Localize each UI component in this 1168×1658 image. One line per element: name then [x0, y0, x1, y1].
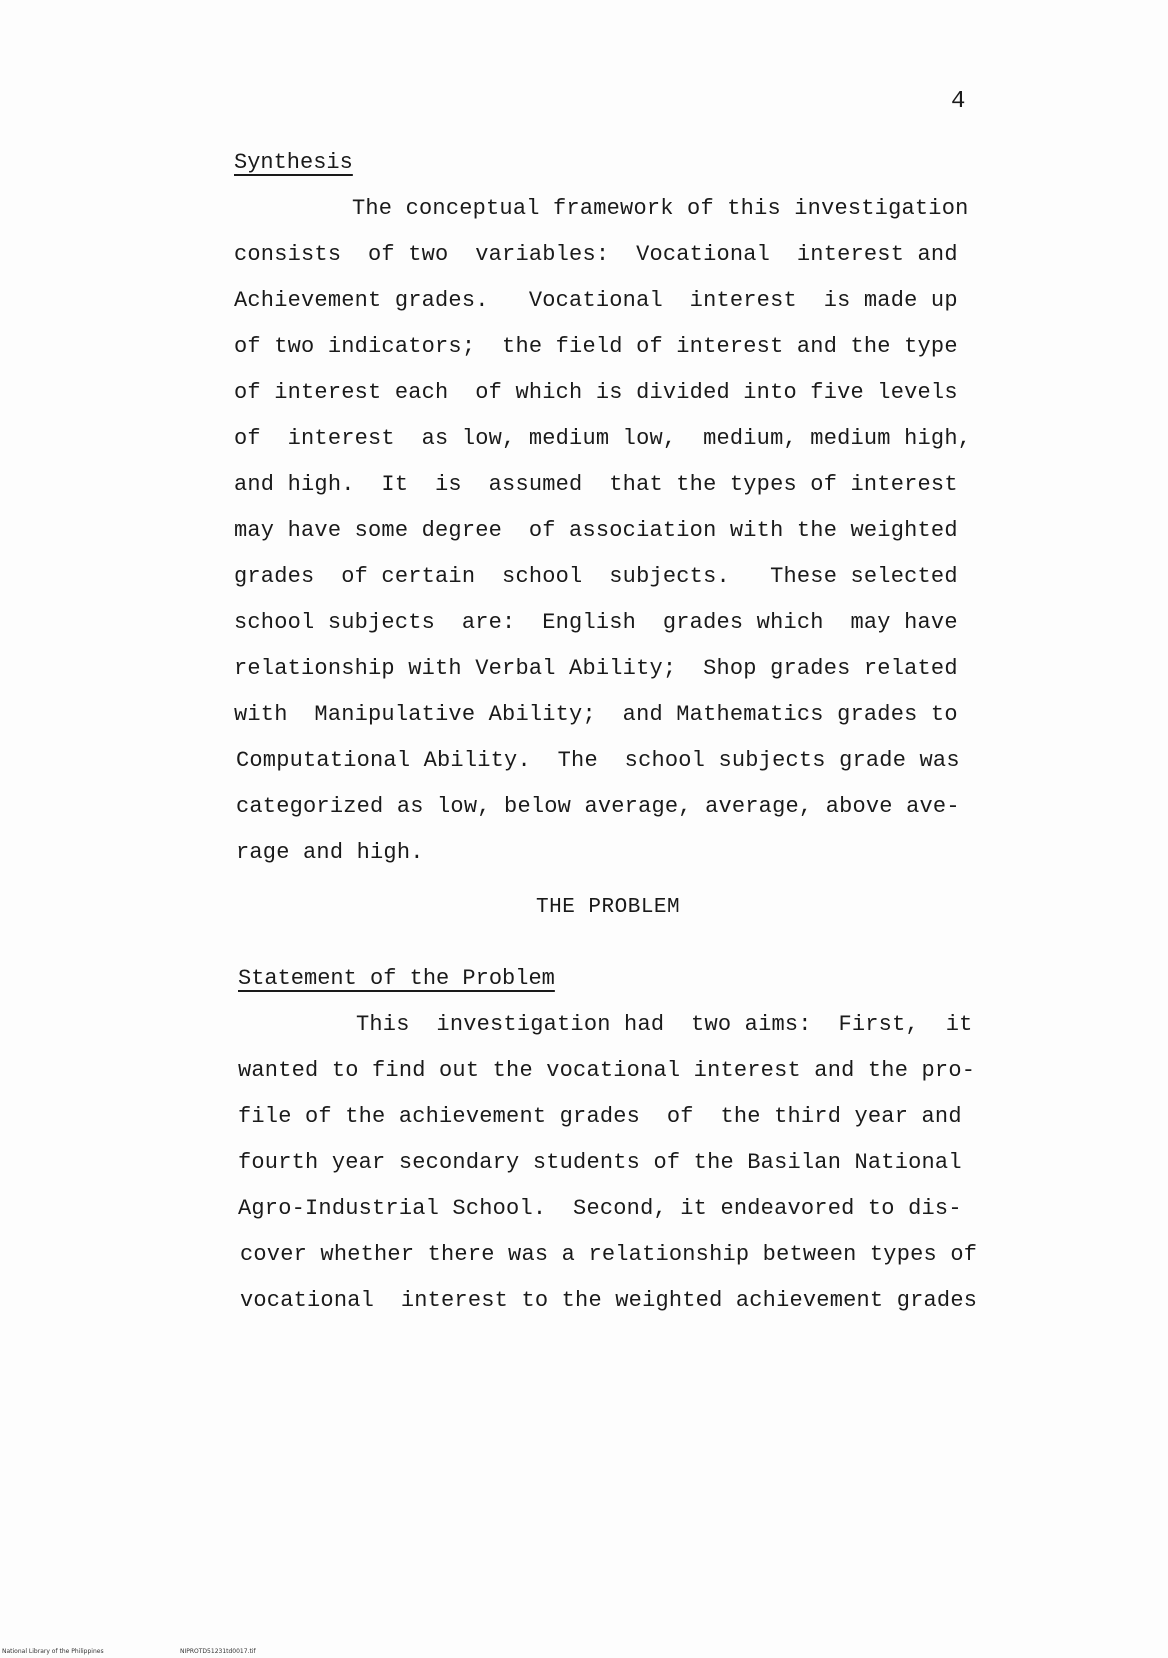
problem-line: Agro-Industrial School. Second, it endeavored to dis- [238, 1196, 962, 1221]
problem-line: wanted to find out the vocational interest and the pro- [238, 1058, 976, 1083]
synthesis-line: Computational Ability. The school subjects grade was [236, 748, 960, 773]
problem-heading: THE PROBLEM [536, 896, 681, 919]
synthesis-line: The conceptual framework of this investigation [352, 196, 969, 221]
problem-line: fourth year secondary students of the Basilan National [238, 1150, 962, 1175]
synthesis-line: of two indicators; the field of interest and the type [234, 334, 958, 359]
statement-heading: Statement of the Problem [238, 966, 555, 991]
synthesis-line: consists of two variables: Vocational interest and [234, 242, 958, 267]
footer-library-credit: National Library of the Philippines [2, 1648, 104, 1655]
synthesis-line: of interest each of which is divided into five levels [234, 380, 958, 405]
synthesis-line: may have some degree of association with the weighted [234, 518, 958, 543]
problem-line: vocational interest to the weighted achievement grades [240, 1288, 978, 1313]
synthesis-line: school subjects are: English grades which may have [234, 610, 958, 635]
synthesis-line: and high. It is assumed that the types of interest [234, 472, 958, 497]
synthesis-line: grades of certain school subjects. These selected [234, 564, 958, 589]
synthesis-line: categorized as low, below average, average, above ave- [236, 794, 960, 819]
problem-line: cover whether there was a relationship between types of [240, 1242, 978, 1267]
synthesis-line: of interest as low, medium low, medium, medium high, [234, 426, 972, 451]
synthesis-line: Achievement grades. Vocational interest is made up [234, 288, 958, 313]
synthesis-heading: Synthesis [234, 150, 353, 175]
synthesis-line: rage and high. [236, 840, 424, 865]
synthesis-line: relationship with Verbal Ability; Shop grades related [234, 656, 958, 681]
problem-line: This investigation had two aims: First, it [356, 1012, 973, 1037]
page-number: 4 [951, 88, 966, 115]
problem-line: file of the achievement grades of the third year and [238, 1104, 962, 1129]
footer-file-id: NIPROTD51231td0017.tif [180, 1648, 256, 1655]
synthesis-line: with Manipulative Ability; and Mathematics grades to [234, 702, 958, 727]
